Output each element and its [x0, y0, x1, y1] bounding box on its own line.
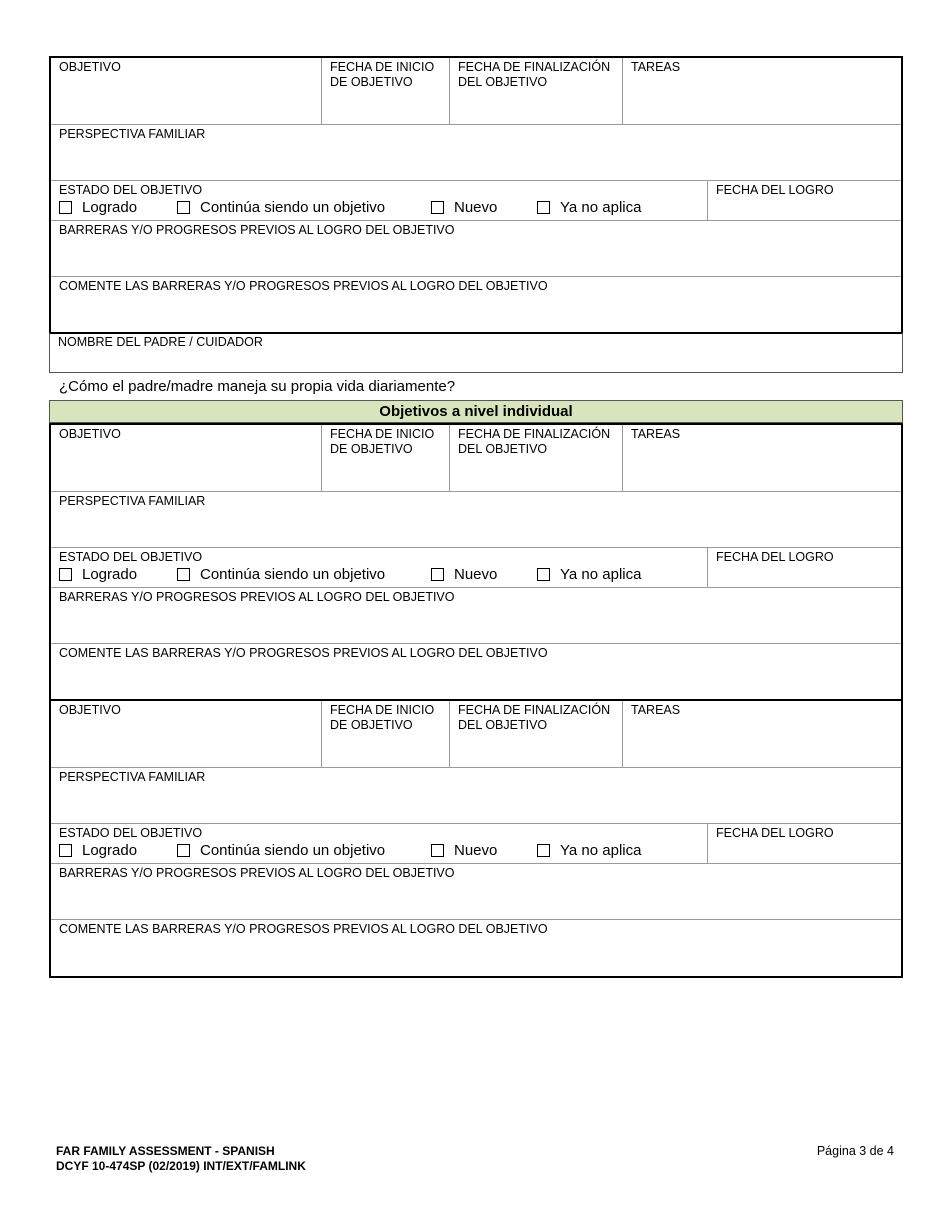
- start-date-field[interactable]: [322, 425, 450, 491]
- goal-header-row: [51, 425, 901, 492]
- status-options: [59, 565, 699, 583]
- family-perspective-row: [51, 125, 901, 181]
- status-option-ongoing[interactable]: [177, 565, 431, 583]
- option-label: Nuevo: [454, 841, 498, 859]
- comment-field[interactable]: [51, 644, 901, 700]
- status-cell: [51, 824, 708, 863]
- status-option-new[interactable]: [431, 198, 537, 216]
- achievement-date-label: FECHA DEL LOGRO: [716, 826, 834, 840]
- option-label: Ya no aplica: [560, 565, 642, 583]
- status-option-not-applicable[interactable]: [537, 565, 642, 583]
- start-date-label: FECHA DE INICIO DE OBJETIVO: [330, 60, 435, 89]
- comment-row: [51, 920, 901, 976]
- status-label: ESTADO DEL OBJETIVO: [59, 826, 203, 840]
- goal-header-row: [51, 701, 901, 768]
- comment-row: [51, 644, 901, 700]
- checkbox[interactable]: [431, 844, 444, 857]
- end-date-label: FECHA DE FINALIZACIÓN DEL OBJETIVO: [458, 60, 611, 89]
- option-label: Logrado: [82, 565, 138, 583]
- family-perspective-field[interactable]: [51, 125, 901, 180]
- option-label: Nuevo: [454, 198, 498, 216]
- checkbox[interactable]: [431, 568, 444, 581]
- parent-name-label: NOMBRE DEL PADRE / CUIDADOR: [58, 335, 263, 349]
- objective-label: OBJETIVO: [59, 427, 121, 441]
- form-footer: [56, 1144, 306, 1173]
- family-perspective-row: [51, 768, 901, 824]
- barriers-row: [51, 221, 901, 277]
- checkbox[interactable]: [59, 844, 72, 857]
- option-label: Ya no aplica: [560, 198, 642, 216]
- barriers-label: BARRERAS Y/O PROGRESOS PREVIOS AL LOGRO DEL OBJETIVO: [59, 223, 455, 237]
- barriers-row: [51, 864, 901, 920]
- status-options: [59, 198, 699, 216]
- form-title: FAR FAMILY ASSESSMENT - SPANISH: [56, 1144, 275, 1158]
- achievement-date-label: FECHA DEL LOGRO: [716, 550, 834, 564]
- section-question: ¿Cómo el padre/madre maneja su propia vida diariamente?: [59, 378, 456, 395]
- section-header: Objetivos a nivel individual: [49, 400, 903, 423]
- checkbox[interactable]: [537, 568, 550, 581]
- goal-block-3: [49, 699, 903, 978]
- status-label: ESTADO DEL OBJETIVO: [59, 183, 203, 197]
- objective-label: OBJETIVO: [59, 703, 121, 717]
- status-row: [51, 181, 901, 221]
- status-option-not-applicable[interactable]: [537, 841, 642, 859]
- start-date-field[interactable]: [322, 58, 450, 124]
- tasks-label: TAREAS: [631, 703, 681, 717]
- start-date-label: FECHA DE INICIO DE OBJETIVO: [330, 427, 435, 456]
- end-date-label: FECHA DE FINALIZACIÓN DEL OBJETIVO: [458, 703, 611, 732]
- status-row: [51, 824, 901, 864]
- barriers-label: BARRERAS Y/O PROGRESOS PREVIOS AL LOGRO DEL OBJETIVO: [59, 590, 455, 604]
- tasks-field[interactable]: [623, 701, 901, 767]
- checkbox[interactable]: [177, 844, 190, 857]
- barriers-row: [51, 588, 901, 644]
- checkbox[interactable]: [59, 201, 72, 214]
- checkbox[interactable]: [59, 568, 72, 581]
- status-label: ESTADO DEL OBJETIVO: [59, 550, 203, 564]
- barriers-field[interactable]: [51, 588, 901, 643]
- status-option-achieved[interactable]: [59, 565, 177, 583]
- end-date-field[interactable]: [450, 425, 623, 491]
- option-label: Logrado: [82, 198, 138, 216]
- option-label: Logrado: [82, 841, 138, 859]
- objective-field[interactable]: [51, 701, 322, 767]
- option-label: Ya no aplica: [560, 841, 642, 859]
- tasks-field[interactable]: [623, 425, 901, 491]
- tasks-label: TAREAS: [631, 60, 681, 74]
- achievement-date-label: FECHA DEL LOGRO: [716, 183, 834, 197]
- family-perspective-field[interactable]: [51, 768, 901, 823]
- comment-row: [51, 277, 901, 333]
- start-date-label: FECHA DE INICIO DE OBJETIVO: [330, 703, 435, 732]
- end-date-field[interactable]: [450, 701, 623, 767]
- achievement-date-field[interactable]: [708, 548, 901, 587]
- family-perspective-field[interactable]: [51, 492, 901, 547]
- status-cell: [51, 548, 708, 587]
- comment-field[interactable]: [51, 277, 901, 333]
- status-option-not-applicable[interactable]: [537, 198, 642, 216]
- status-option-achieved[interactable]: [59, 198, 177, 216]
- tasks-field[interactable]: [623, 58, 901, 124]
- option-label: Nuevo: [454, 565, 498, 583]
- checkbox[interactable]: [537, 844, 550, 857]
- option-label: Continúa siendo un objetivo: [200, 198, 386, 216]
- objective-field[interactable]: [51, 58, 322, 124]
- status-option-ongoing[interactable]: [177, 841, 431, 859]
- checkbox[interactable]: [537, 201, 550, 214]
- tasks-label: TAREAS: [631, 427, 681, 441]
- family-perspective-label: PERSPECTIVA FAMILIAR: [59, 494, 206, 508]
- objective-label: OBJETIVO: [59, 60, 121, 74]
- achievement-date-field[interactable]: [708, 181, 901, 220]
- family-perspective-label: PERSPECTIVA FAMILIAR: [59, 127, 206, 141]
- checkbox[interactable]: [177, 568, 190, 581]
- comment-field[interactable]: [51, 920, 901, 976]
- barriers-field[interactable]: [51, 221, 901, 276]
- barriers-field[interactable]: [51, 864, 901, 919]
- end-date-field[interactable]: [450, 58, 623, 124]
- status-option-new[interactable]: [431, 841, 537, 859]
- checkbox[interactable]: [177, 201, 190, 214]
- parent-name-field[interactable]: [49, 333, 903, 373]
- status-option-new[interactable]: [431, 565, 537, 583]
- comment-label: COMENTE LAS BARRERAS Y/O PROGRESOS PREVIOS AL LOGRO DEL OBJETIVO: [59, 279, 548, 293]
- objective-field[interactable]: [51, 425, 322, 491]
- page-number: Página 3 de 4: [816, 1144, 894, 1158]
- comment-label: COMENTE LAS BARRERAS Y/O PROGRESOS PREVIOS AL LOGRO DEL OBJETIVO: [59, 646, 548, 660]
- option-label: Continúa siendo un objetivo: [200, 841, 386, 859]
- status-cell: [51, 181, 708, 220]
- family-perspective-label: PERSPECTIVA FAMILIAR: [59, 770, 206, 784]
- goal-block-1: [49, 56, 903, 334]
- family-perspective-row: [51, 492, 901, 548]
- option-label: Continúa siendo un objetivo: [200, 565, 386, 583]
- checkbox[interactable]: [431, 201, 444, 214]
- start-date-field[interactable]: [322, 701, 450, 767]
- status-options: [59, 841, 699, 859]
- comment-label: COMENTE LAS BARRERAS Y/O PROGRESOS PREVIOS AL LOGRO DEL OBJETIVO: [59, 922, 548, 936]
- status-row: [51, 548, 901, 588]
- barriers-label: BARRERAS Y/O PROGRESOS PREVIOS AL LOGRO DEL OBJETIVO: [59, 866, 455, 880]
- form-code: DCYF 10-474SP (02/2019) INT/EXT/FAMLINK: [56, 1158, 306, 1173]
- goal-block-2: [49, 423, 903, 701]
- status-option-ongoing[interactable]: [177, 198, 431, 216]
- end-date-label: FECHA DE FINALIZACIÓN DEL OBJETIVO: [458, 427, 611, 456]
- achievement-date-field[interactable]: [708, 824, 901, 863]
- status-option-achieved[interactable]: [59, 841, 177, 859]
- goal-header-row: [51, 58, 901, 125]
